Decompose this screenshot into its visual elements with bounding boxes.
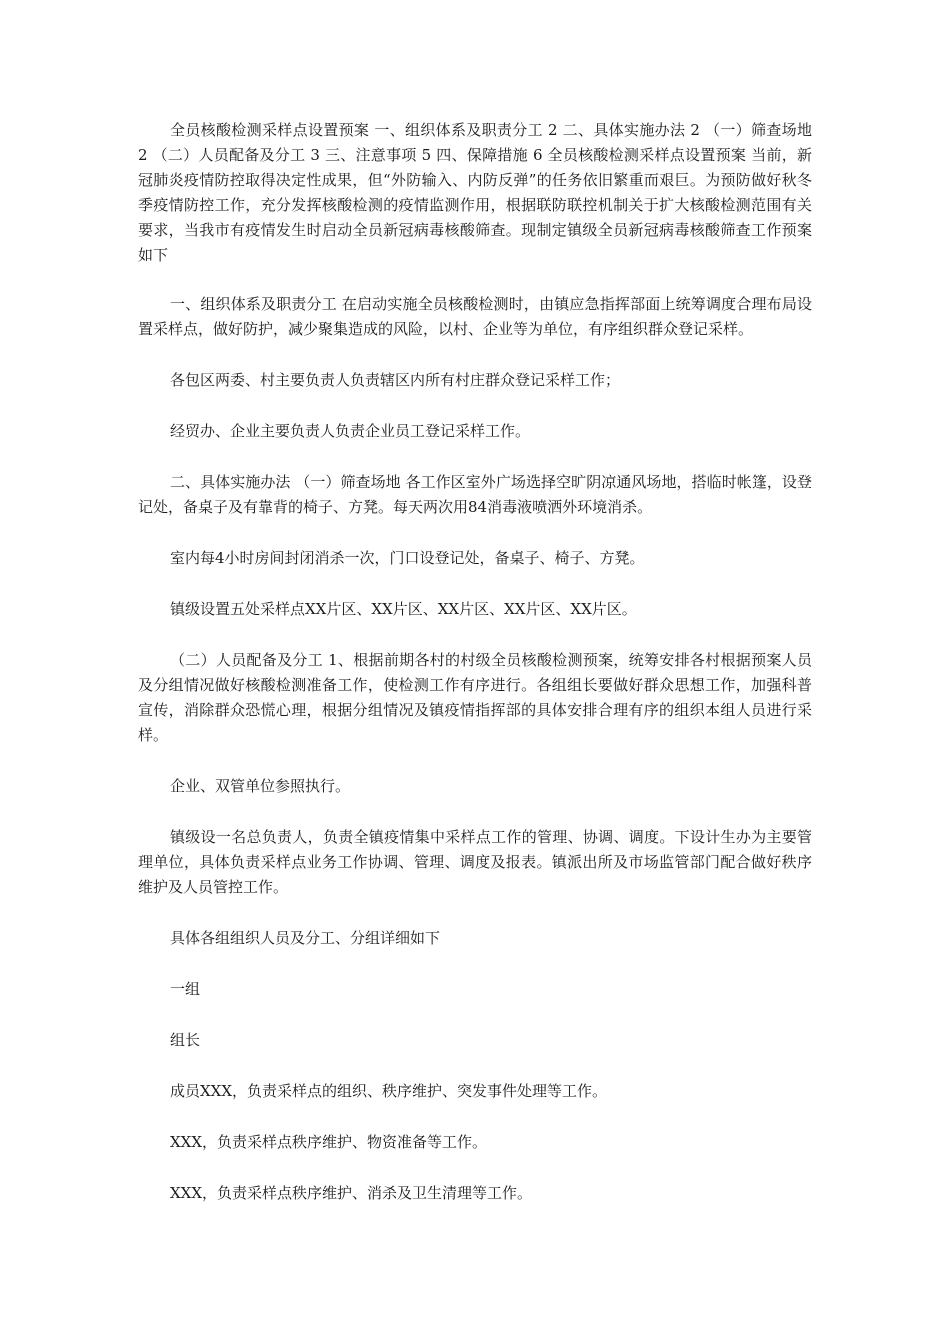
paragraph-sampling-points: 镇级设置五处采样点XX片区、XX片区、XX片区、XX片区、XX片区。 xyxy=(170,600,637,618)
paragraph-group-one: 一组 xyxy=(170,980,201,998)
paragraph-organization: 一、组织体系及职责分工 在启动实施全员核酸检测时，由镇应急指挥部面上统筹调度合理布局设置采样点，做好防护，减少聚集造成的风险，以村、企业等为单位，有序组织群众登记采样。 xyxy=(138,295,812,338)
paragraph-group-leader: 组长 xyxy=(170,1031,201,1049)
paragraph-member-3: XXX，负责采样点秩序维护、消杀及卫生清理等工作。 xyxy=(170,1184,533,1202)
paragraph-member-1: 成员XXX，负责采样点的组织、秩序维护、突发事件处理等工作。 xyxy=(170,1082,608,1100)
paragraph-staffing: （二）人员配备及分工 1、根据前期各村的村级全员核酸检测预案，统筹安排各村根据预案人员及分组情况做好核酸检测准备工作，使检测工作有序进行。各组组长要做好群众思想工作，加强科普宣传，消除群众恐慌心理，根据分组情况及镇疫情指挥部的具体安排合理有序的组织本组人员进行采样。 xyxy=(138,651,812,744)
document-page xyxy=(138,118,812,1232)
paragraph-group-details: 具体各组组织人员及分工、分组详细如下 xyxy=(170,929,441,947)
paragraph-enterprise-reference: 企业、双管单位参照执行。 xyxy=(170,777,351,795)
paragraph-enterprise-duty: 经贸办、企业主要负责人负责企业员工登记采样工作。 xyxy=(170,422,531,440)
paragraph-intro: 全员核酸检测采样点设置预案 一、组织体系及职责分工 2 二、具体实施办法 2 （一）筛查场地 2 （二）人员配备及分工 3 三、注意事项 5 四、保障措施 6 全员核酸检测采样点设置预案 当前，新冠肺炎疫情防控取得决定性成果，但“外防输入、内防反弹”的任务依旧繁重而艰巨。为预防做好秋冬季疫情防控工作，充分发挥核酸检测的疫情监测作用，根据联防联控机制关于扩大核酸检测范围有关要求，当我市有疫情发生时启动全员新冠病毒核酸筛查。现制定镇级全员新冠病毒核酸筛查工作预案如下 xyxy=(138,121,812,264)
paragraph-chief-manager: 镇级设一名总负责人，负责全镇疫情集中采样点工作的管理、协调、调度。下设计生办为主要管理单位，具体负责采样点业务工作协调、管理、调度及报表。镇派出所及市场监管部门配合做好秩序维护及人员管控工作。 xyxy=(138,828,812,896)
paragraph-screening-site: 二、具体实施办法 （一）筛查场地 各工作区室外广场选择空旷阴凉通风场地，搭临时帐篷，设登记处，备桌子及有靠背的椅子、方凳。每天两次用84消毒液喷洒外环境消杀。 xyxy=(138,473,812,516)
paragraph-indoor-disinfection: 室内每4小时房间封闭消杀一次，门口设登记处，备桌子、椅子、方凳。 xyxy=(170,549,645,567)
paragraph-member-2: XXX，负责采样点秩序维护、物资准备等工作。 xyxy=(170,1133,488,1151)
paragraph-village-duty: 各包区两委、村主要负责人负责辖区内所有村庄群众登记采样工作； xyxy=(170,371,621,389)
